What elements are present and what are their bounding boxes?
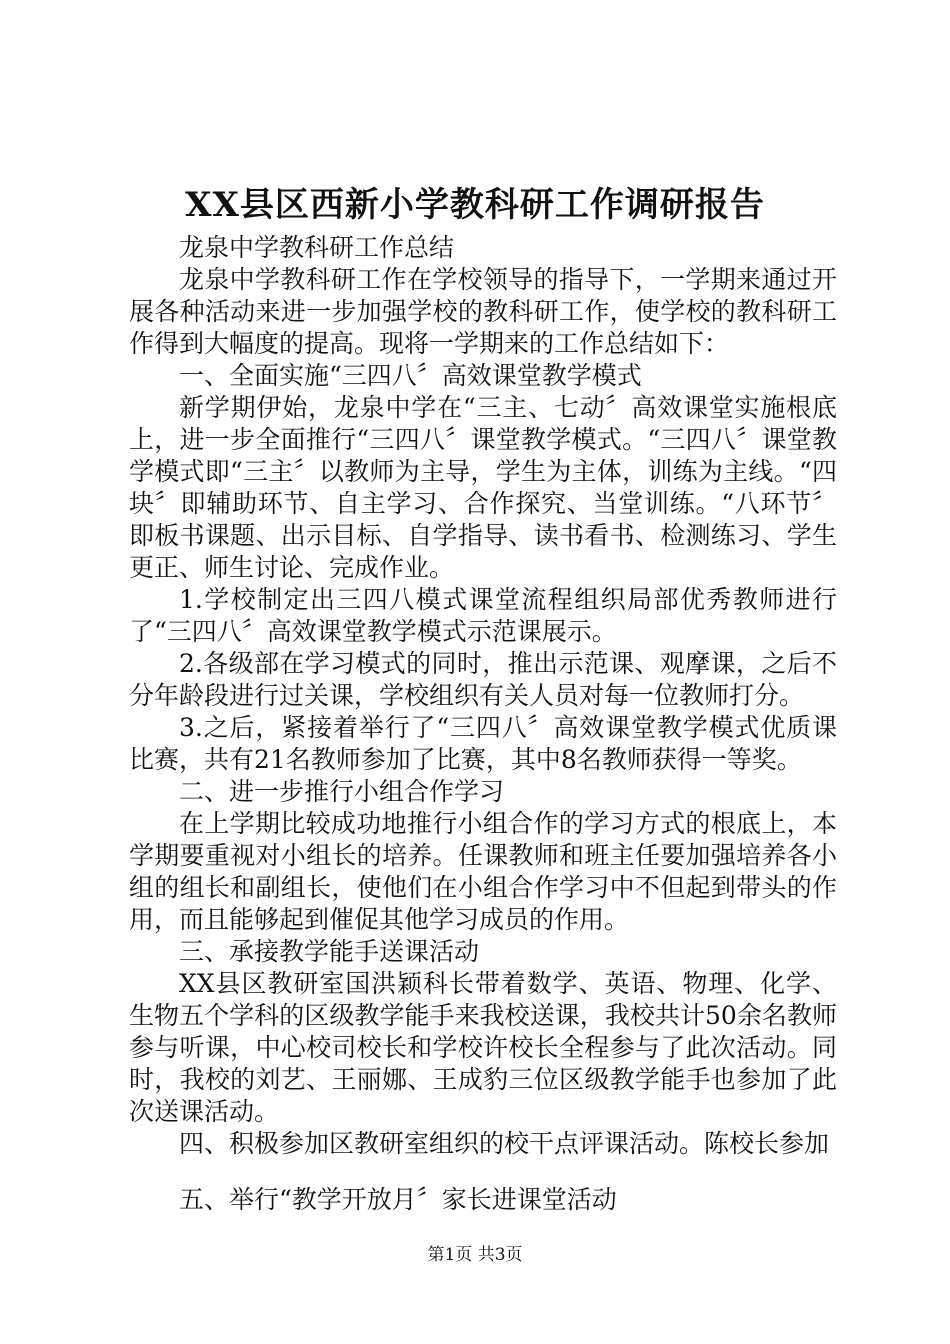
paragraph-section-2: 在上学期比较成功地推行小组合作的学习方式的根底上，本学期要重视对小组长的培养。任课教师和班主任要加强培养各小组的组长和副组长，使他们在小组合作学习中不但起到带头的作用，而且能够起到催促其他学习成员的作用。 xyxy=(129,809,837,934)
section-heading-1: 一、全面实施“三四八〞高效课堂教学模式 xyxy=(179,361,642,390)
section-heading-2: 二、进一步推行小组合作学习 xyxy=(179,777,505,806)
list-item-2: 2.各级部在学习模式的同时，推出示范课、观摩课，之后不分年龄段进行过关课，学校组织有关人员对每一位教师打分。 xyxy=(129,649,837,710)
list-item-3: 3.之后，紧接着举行了“三四八〞高效课堂教学模式优质课比赛，共有21名教师参加了比赛，其中8名教师获得一等奖。 xyxy=(129,713,837,774)
page-footer: 第1页 共3页 xyxy=(427,1245,523,1265)
section-heading-4: 四、积极参加区教研室组织的校干点评课活动。陈校长参加 xyxy=(179,1129,830,1158)
paragraph-intro: 龙泉中学教科研工作在学校领导的指导下，一学期来通过开展各种活动来进一步加强学校的教科研工作，使学校的教科研工作得到大幅度的提高。现将一学期来的工作总结如下： xyxy=(129,265,837,358)
paragraph-section-1: 新学期伊始，龙泉中学在“三主、七动〞高效课堂实施根底上，进一步全面推行“三四八〞课堂教学模式。“三四八〞课堂教学模式即“三主〞以教师为主导，学生为主体，训练为主线。“四块〞即辅助环节、自主学习、合作探究、当堂训练。“八环节〞即板书课题、出示目标、自学指导、读书看书、检测练习、学生更正、师生讨论、完成作业。 xyxy=(129,393,837,582)
paragraph-section-3: XX县区教研室国洪颖科长带着数学、英语、物理、化学、生物五个学科的区级教学能手来我校送课，我校共计50余名教师参与听课，中心校司校长和学校许校长全程参与了此次活动。同时，我校的刘艺、王丽娜、王成豹三位区级教学能手也参加了此次送课活动。 xyxy=(129,969,837,1126)
document-title: XX县区西新小学教科研工作调研报告 xyxy=(185,185,765,225)
document-body xyxy=(129,232,837,1216)
list-item-1: 1.学校制定出三四八模式课堂流程组织局部优秀教师进行了“三四八〞高效课堂教学模式示范课展示。 xyxy=(129,585,837,646)
section-heading-5: 五、举行“教学开放月〞家长进课堂活动 xyxy=(179,1185,617,1214)
section-heading-3: 三、承接教学能手送课活动 xyxy=(179,937,480,966)
paragraph-subtitle: 龙泉中学教科研工作总结 xyxy=(179,233,455,262)
